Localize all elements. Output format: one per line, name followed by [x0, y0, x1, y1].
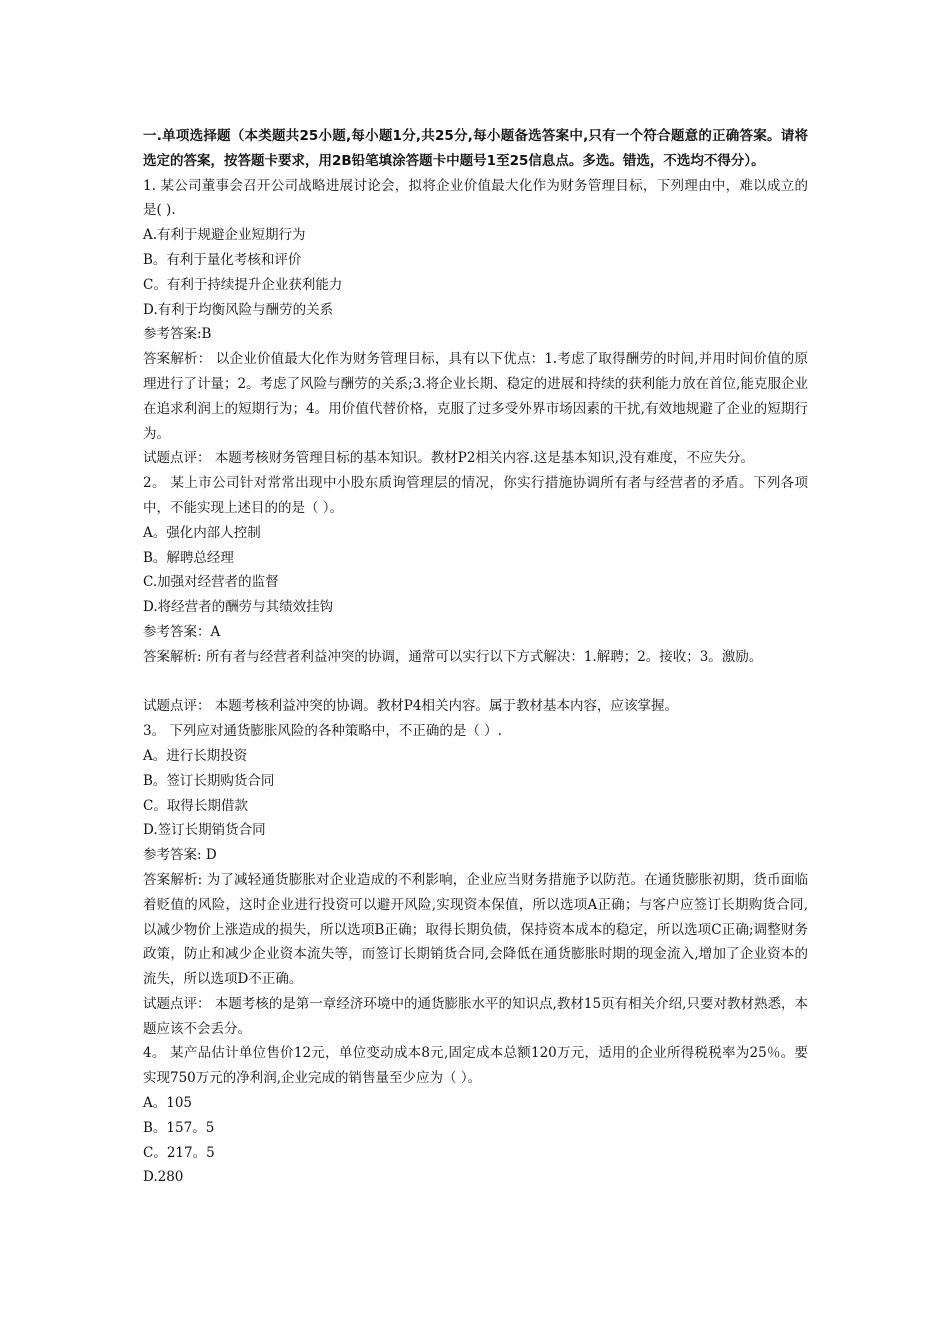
- question-1-option-c: C。有利于持续提升企业获利能力: [143, 276, 343, 293]
- question-1-option-d: D.有利于均衡风险与酬劳的关系: [143, 301, 334, 318]
- question-3-option-c: C。取得长期借款: [143, 797, 248, 814]
- question-4-option-b: B。157。5: [143, 1119, 215, 1136]
- question-2-stem: 2。 某上市公司针对常常出现中小股东质询管理层的情况，你实行措施协调所有者与经营者的矛盾。下列各项中，不能实现上述目的的是（ ）。: [143, 475, 808, 516]
- question-1-comment: 试题点评： 本题考核财务管理目标的基本知识。教材P2相关内容.这是基本知识,没有难度，不应失分。: [143, 450, 755, 467]
- question-2-option-d: D.将经营者的酬劳与其绩效挂钩: [143, 599, 334, 616]
- question-3-analysis: 答案解析: 为了减轻通货膨胀对企业造成的不利影响，企业应当财务措施予以防范。在通货膨胀初期，货币面临着贬值的风险，这时企业进行投资可以避开风险,实现资本保值，所以选项A正确；与客户应签订长期购货合同,以减少物价上涨造成的损失，所以选项B正确；取得长期负债，保持资本成本的稳定，所以选项C正确;调整财务政策，防止和减少企业资本流失等，而签订长期销货合同,会降低在通货膨胀时期的现金流入,增加了企业资本的流失，所以选项D不正确。: [143, 871, 808, 988]
- question-3-comment: 试题点评： 本题考核的是第一章经济环境中的通货膨胀水平的知识点,教材15页有相关介绍,只要对教材熟悉，本题应该不会丢分。: [143, 995, 808, 1037]
- question-3-option-b: B。签订长期购货合同: [143, 772, 275, 789]
- question-4-stem: 4。 某产品估计单位售价12元，单位变动成本8元,固定成本总额120万元，适用的企业所得税税率为25％。要实现750万元的净利润,企业完成的销售量至少应为（ ）。: [143, 1045, 808, 1087]
- question-3-stem: 3。 下列应对通货膨胀风险的各种策略中，不正确的是（ ）.: [143, 723, 502, 740]
- question-2-answer: 参考答案：A: [143, 623, 221, 640]
- question-4-option-d: D.280: [143, 1169, 184, 1186]
- question-2-option-a: A。强化内部人控制: [143, 524, 261, 541]
- question-1-stem: 1. 某公司董事会召开公司战略进展讨论会，拟将企业价值最大化作为财务管理目标，下列理由中，难以成立的是( ).: [143, 177, 808, 219]
- question-3-option-a: A。进行长期投资: [143, 747, 248, 764]
- document-page: [143, 124, 808, 1190]
- question-4-option-c: C。217。5: [143, 1144, 215, 1161]
- blank-line: [143, 670, 808, 695]
- question-2-option-b: B。解聘总经理: [143, 549, 234, 566]
- question-1-answer: 参考答案:B: [143, 326, 212, 343]
- question-3-option-d: D.签订长期销货合同: [143, 822, 266, 839]
- question-2-comment: 试题点评： 本题考核利益冲突的协调。教材P4相关内容。属于教材基本内容，应该掌握。: [143, 698, 678, 715]
- question-1-analysis: 答案解析： 以企业价值最大化作为财务管理目标，具有以下优点：1.考虑了取得酬劳的时间,并用时间价值的原理进行了计量；2。考虑了风险与酬劳的关系;3.将企业长期、稳定的进展和持续的获利能力放在首位,能克服企业在追求利润上的短期行为；4。用价值代替价格，克服了过多受外界市场因素的干扰,有效地规避了企业的短期行为。: [143, 351, 808, 442]
- question-1-option-a: A.有利于规避企业短期行为: [143, 227, 306, 244]
- question-4-option-a: A。105: [143, 1095, 193, 1112]
- section-heading: 一.单项选择题（本类题共25小题,每小题1分,共25分,每小题备选答案中,只有一个符合题意的正确答案。请将选定的答案，按答题卡要求，用2B铅笔填涂答题卡中题号1至25信息点。多选。错选，不选均不得分）。: [143, 128, 808, 169]
- question-2-option-c: C.加强对经营者的监督: [143, 574, 279, 591]
- question-1-option-b: B。有利于量化考核和评价: [143, 251, 302, 268]
- question-3-answer: 参考答案: D: [143, 847, 217, 864]
- question-2-analysis: 答案解析: 所有者与经营者利益冲突的协调，通常可以实行以下方式解决：1.解聘；2。接收；3。激励。: [143, 648, 763, 665]
